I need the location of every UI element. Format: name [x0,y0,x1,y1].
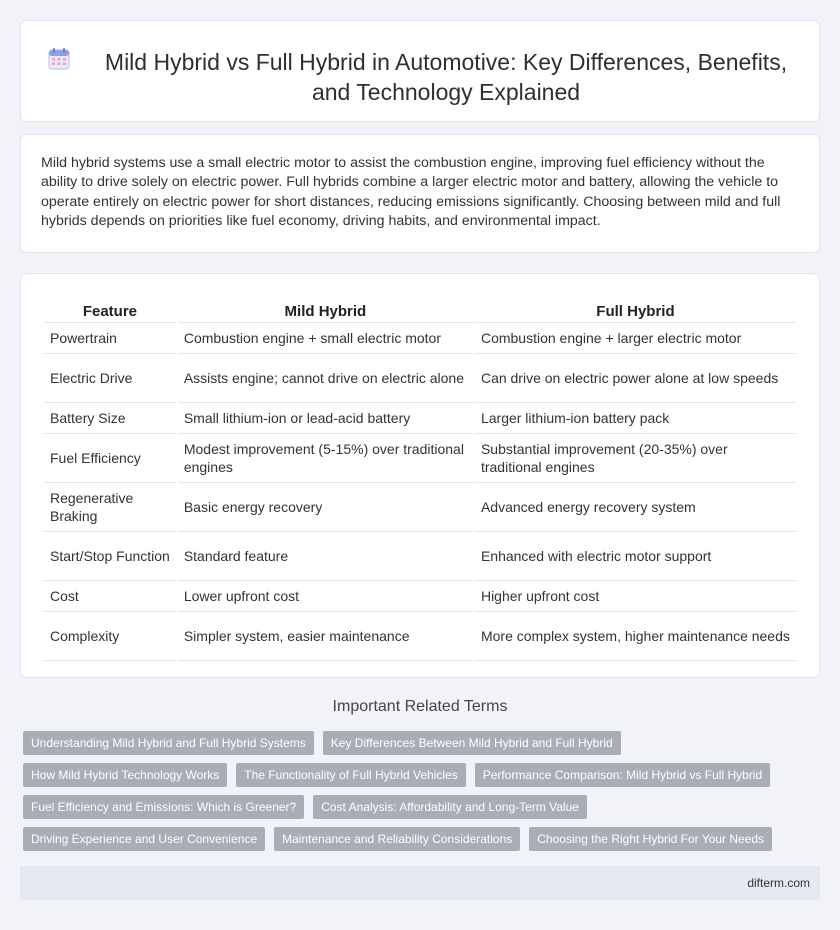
related-term-link[interactable]: Choosing the Right Hybrid For Your Needs [529,827,772,851]
table-cell: Substantial improvement (20-35%) over traditional engines [475,434,796,483]
table-row [44,581,796,612]
related-term-link[interactable]: Performance Comparison: Mild Hybrid vs Full Hybrid [475,763,770,787]
table-header-row [44,296,796,323]
site-name[interactable]: difterm.com [747,876,810,890]
related-term-link[interactable]: Cost Analysis: Affordability and Long-Term Value [313,795,587,819]
table-cell: Standard feature [178,532,473,581]
title-card [20,20,820,122]
related-terms-heading: Important Related Terms [332,698,508,715]
related-term-link[interactable]: How Mild Hybrid Technology Works [23,763,227,787]
related-term-link[interactable]: Key Differences Between Mild Hybrid and Full Hybrid [323,731,621,755]
calendar-icon [47,47,71,71]
table-row [44,323,796,354]
footer [20,866,820,900]
table-cell: Higher upfront cost [475,581,796,612]
table-cell: Assists engine; cannot drive on electric alone [178,354,473,403]
page-title: Mild Hybrid vs Full Hybrid in Automotive: Key Differences, Benefits, and Technology Explained [104,49,788,105]
table-cell: Small lithium-ion or lead-acid battery [178,403,473,434]
table-cell: Combustion engine + larger electric motor [475,323,796,354]
column-header: Feature [44,296,176,323]
comparison-table [42,296,798,661]
comparison-card [20,273,820,678]
table-cell: Complexity [44,612,176,661]
intro-paragraph: Mild hybrid systems use a small electric motor to assist the combustion engine, improving fuel efficiency without the ability to drive solely on electric power. Full hybrids combine a larger electric motor and battery, allowing the vehicle to operate entirely on electric power for short distances, reducing emissions significantly. Choosing between mild and full hybrids depends on priorities like fuel economy, driving habits, and environmental impact. [41,155,781,229]
table-row [44,354,796,403]
table-cell: Advanced energy recovery system [475,483,796,532]
table-cell: Simpler system, easier maintenance [178,612,473,661]
table-cell: Regenerative Braking [44,483,176,532]
table-cell: More complex system, higher maintenance needs [475,612,796,661]
table-cell: Powertrain [44,323,176,354]
table-row [44,532,796,581]
table-cell: Electric Drive [44,354,176,403]
related-terms-list [23,731,823,859]
table-cell: Start/Stop Function [44,532,176,581]
table-row [44,434,796,483]
table-cell: Combustion engine + small electric motor [178,323,473,354]
table-cell: Enhanced with electric motor support [475,532,796,581]
table-cell: Modest improvement (5-15%) over traditional engines [178,434,473,483]
related-term-link[interactable]: Maintenance and Reliability Considerations [274,827,520,851]
related-term-link[interactable]: Fuel Efficiency and Emissions: Which is Greener? [23,795,304,819]
table-cell: Battery Size [44,403,176,434]
related-term-link[interactable]: The Functionality of Full Hybrid Vehicles [236,763,465,787]
related-term-link[interactable]: Understanding Mild Hybrid and Full Hybrid Systems [23,731,314,755]
table-cell: Basic energy recovery [178,483,473,532]
table-row [44,612,796,661]
intro-card [20,134,820,253]
table-cell: Can drive on electric power alone at low speeds [475,354,796,403]
related-term-link[interactable]: Driving Experience and User Convenience [23,827,265,851]
table-row [44,483,796,532]
table-cell: Lower upfront cost [178,581,473,612]
table-cell: Larger lithium-ion battery pack [475,403,796,434]
column-header: Mild Hybrid [178,296,473,323]
table-row [44,403,796,434]
column-header: Full Hybrid [475,296,796,323]
table-cell: Fuel Efficiency [44,434,176,483]
table-cell: Cost [44,581,176,612]
